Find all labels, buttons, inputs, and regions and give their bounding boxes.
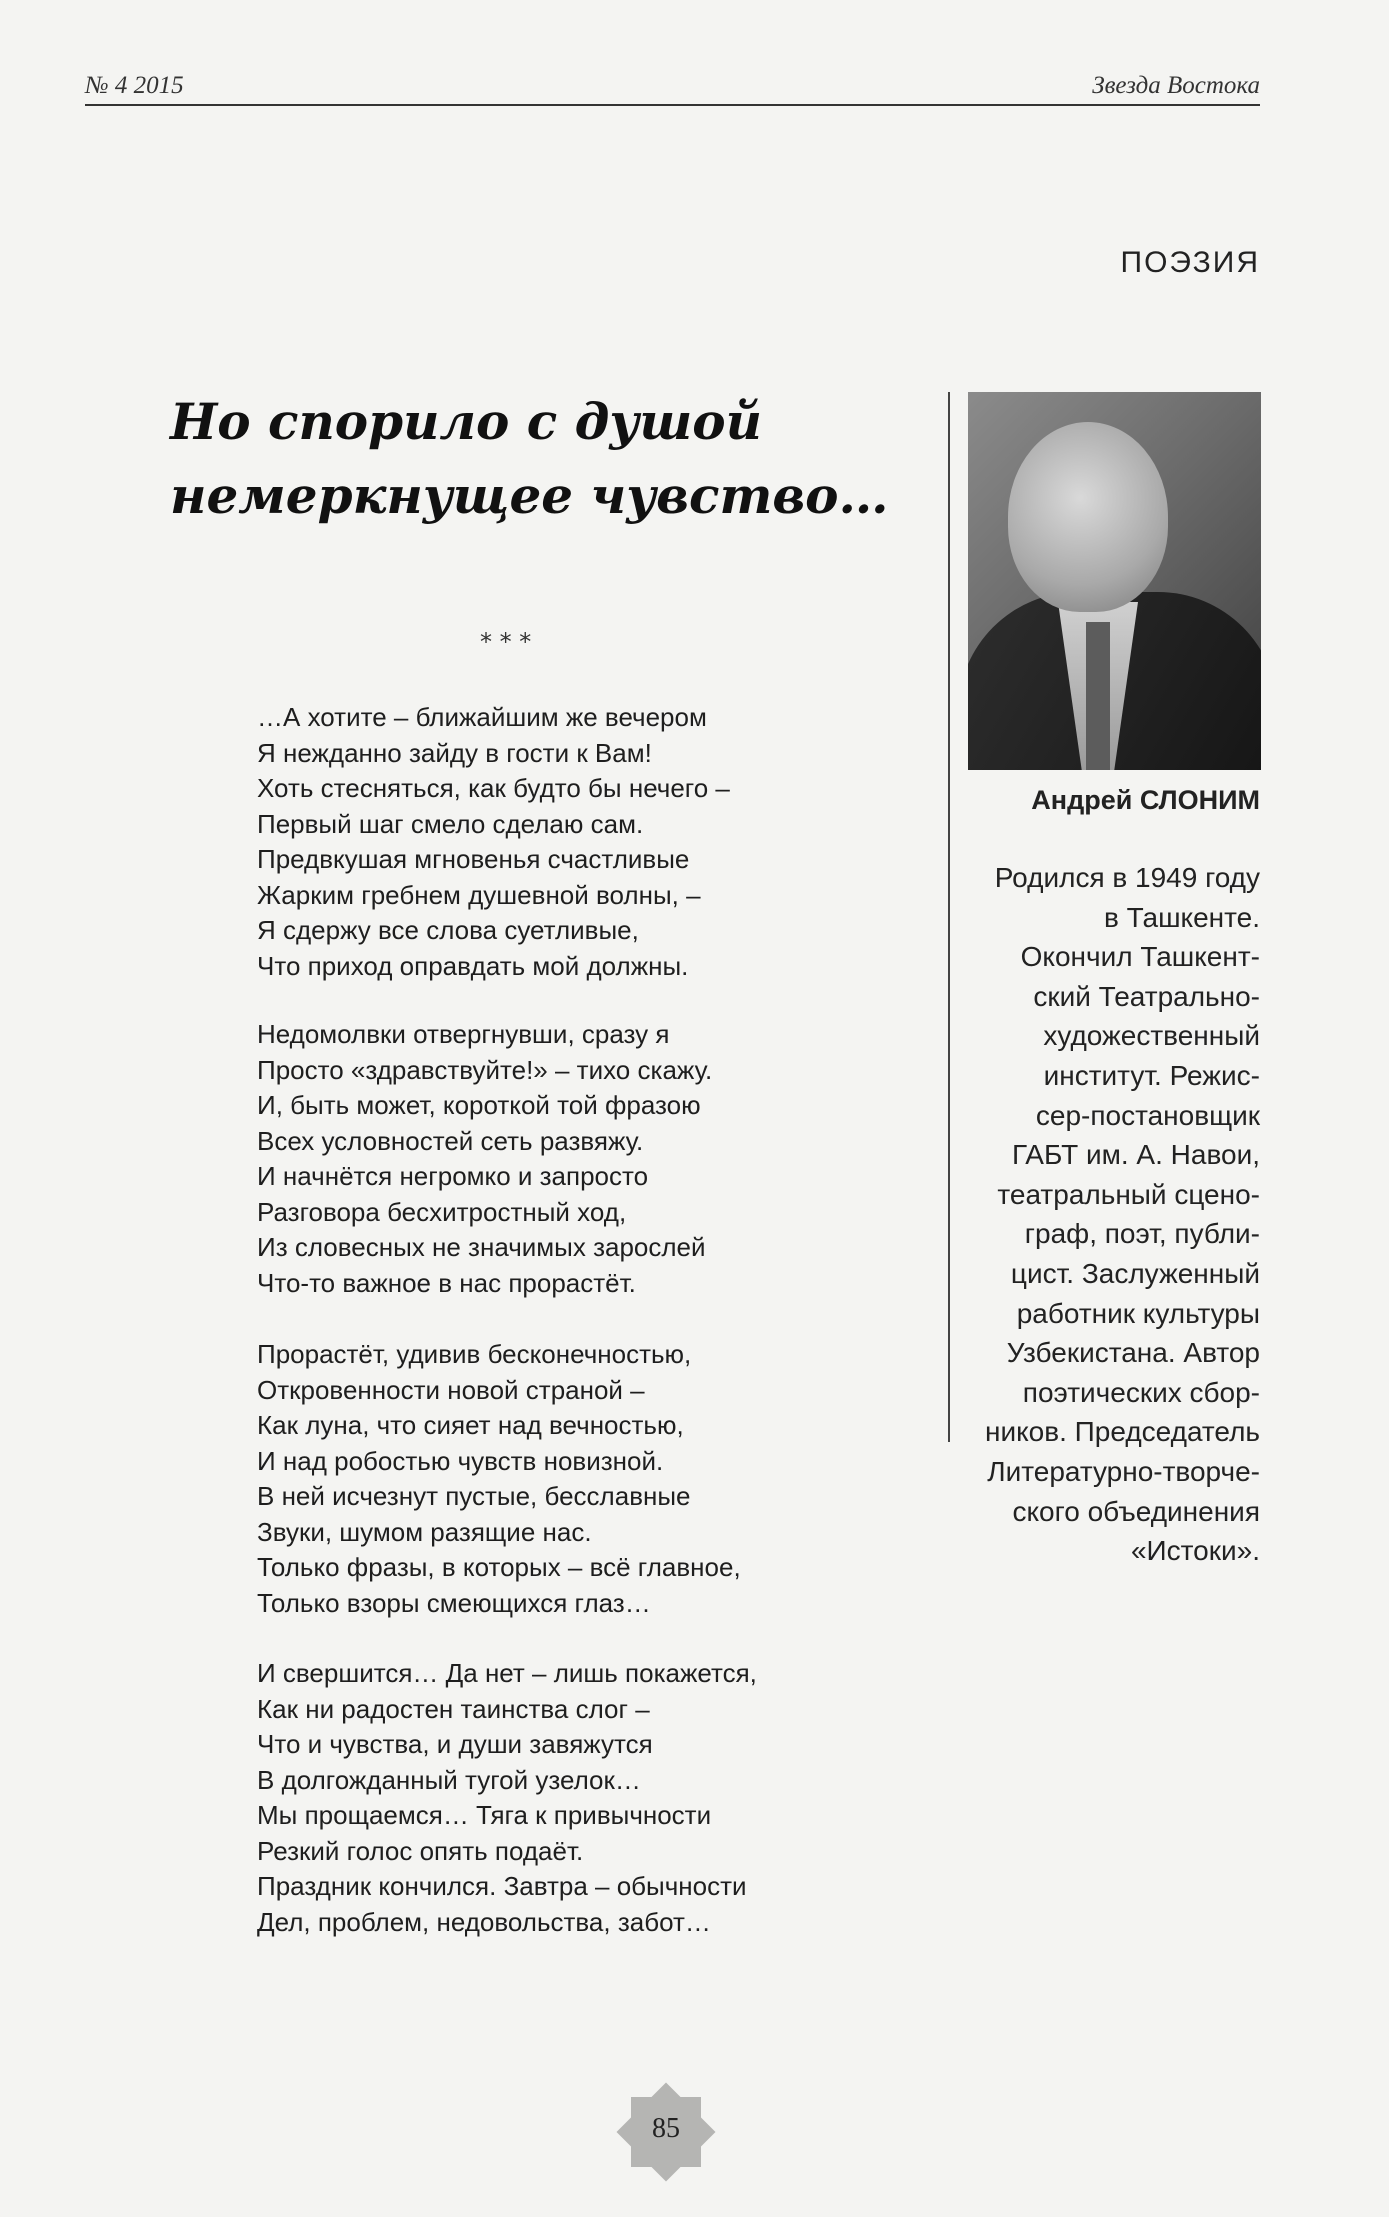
author-name: Андрей СЛОНИМ xyxy=(1031,785,1260,815)
poem-line: Прорастёт, удивив бесконечностью, xyxy=(257,1339,692,1369)
poem-line: Что и чувства, и души завяжутся xyxy=(257,1729,653,1759)
poem-title xyxy=(170,385,970,533)
poem-line: …А хотите – ближайшим же вечером xyxy=(257,702,707,732)
bio-line: «Истоки». xyxy=(1130,1535,1260,1567)
poem-line: Предвкушая мгновенья счастливые xyxy=(257,844,690,874)
bio-line: граф, поэт, публи- xyxy=(1024,1218,1260,1250)
poem-line: Только взоры смеющихся глаз… xyxy=(257,1587,651,1618)
poem-line: Мы прощаемся… Тяга к привычности xyxy=(257,1800,712,1830)
bio-line: Литературно-творче- xyxy=(987,1455,1260,1487)
bio-line: художественный xyxy=(1043,1020,1260,1052)
poem-line: Я сдержу все слова суетливые, xyxy=(257,915,639,945)
poem-line: Разговора бесхитростный ход, xyxy=(257,1196,627,1227)
bio-line: ского объединения xyxy=(1012,1495,1260,1527)
poem-line: Что-то важное в нас прорастёт. xyxy=(257,1267,636,1298)
poem-line: И, быть может, короткой той фразою xyxy=(257,1090,701,1120)
section-label: ПОЭЗИЯ xyxy=(1120,246,1260,279)
page-number: 85 xyxy=(652,2113,680,2144)
poem-line: Откровенности новой страной – xyxy=(257,1374,645,1405)
poem-line: Жарким гребнем душевной волны, – xyxy=(257,879,701,910)
poem-line: И свершится… Да нет – лишь покажется, xyxy=(257,1658,757,1688)
bio-line: ский Театрально- xyxy=(1033,980,1260,1012)
poem-line: Всех условностей сеть развяжу. xyxy=(257,1125,644,1156)
title-line-1: Но спорило с душой xyxy=(170,392,762,451)
poem-line: Как луна, что сияет над вечностью, xyxy=(257,1410,684,1440)
stanza-1 xyxy=(257,700,730,984)
bio-line: Родился в 1949 году xyxy=(994,862,1260,893)
poem-line: В долгожданный тугой узелок… xyxy=(257,1764,641,1795)
bio-line: поэтических сбор- xyxy=(1022,1376,1260,1408)
bio-line: в Ташкенте. xyxy=(1104,901,1260,933)
bio-line: театральный сцено- xyxy=(997,1178,1260,1210)
poem-line: Резкий голос опять подаёт. xyxy=(257,1835,584,1866)
poem-line: Из словесных не значимых зарослей xyxy=(257,1232,706,1262)
bio-line: работник культуры xyxy=(1016,1297,1260,1329)
header-rule xyxy=(85,104,1260,106)
journal-name: Звезда Востока xyxy=(1092,72,1260,99)
bio-line: ГАБТ им. А. Навои, xyxy=(1012,1139,1260,1171)
poem-line: Недомолвки отвергнувши, сразу я xyxy=(257,1019,670,1049)
poem-line: Только фразы, в которых – всё главное, xyxy=(257,1552,741,1582)
bio-line: институт. Режис- xyxy=(1043,1059,1260,1091)
poem-line: Первый шаг смело сделаю сам. xyxy=(257,808,644,839)
column-divider xyxy=(948,392,950,1442)
poem-line: Звуки, шумом разящие нас. xyxy=(257,1516,592,1547)
poem-line: Праздник кончился. Завтра – обычности xyxy=(257,1871,747,1901)
poem-line: Что приход оправдать мой должны. xyxy=(257,950,689,981)
bio-line: цист. Заслуженный xyxy=(1010,1257,1260,1289)
bio-line: ников. Председатель xyxy=(985,1416,1260,1448)
stanza-4 xyxy=(257,1656,757,1940)
bio-line: Узбекистана. Автор xyxy=(1006,1337,1260,1369)
poem-line: Как ни радостен таинства слог – xyxy=(257,1693,650,1724)
poem-line: Дел, проблем, недовольства, забот… xyxy=(257,1906,711,1937)
poem-line: И над робостью чувств новизной. xyxy=(257,1445,664,1476)
bio-line: сер-постановщик xyxy=(1035,1099,1260,1131)
author-bio xyxy=(960,858,1260,1571)
poem-line: Я нежданно зайду в гости к Вам! xyxy=(257,737,652,768)
bio-line: Окончил Ташкент- xyxy=(1020,941,1260,973)
author-portrait-icon xyxy=(968,392,1261,770)
poem-line: Просто «здравствуйте!» – тихо скажу. xyxy=(257,1054,713,1085)
stanza-2 xyxy=(257,1017,712,1301)
poem-line: Хоть стесняться, как будто бы нечего – xyxy=(257,773,730,803)
poem-line: И начнётся негромко и запросто xyxy=(257,1161,649,1191)
poem-separator: * * * xyxy=(480,628,532,656)
poem-line: В ней исчезнут пустые, бесславные xyxy=(257,1481,691,1511)
stanza-3 xyxy=(257,1337,741,1621)
title-line-2: немеркнущее чувство… xyxy=(170,466,889,525)
issue-number: № 4 2015 xyxy=(85,72,184,99)
